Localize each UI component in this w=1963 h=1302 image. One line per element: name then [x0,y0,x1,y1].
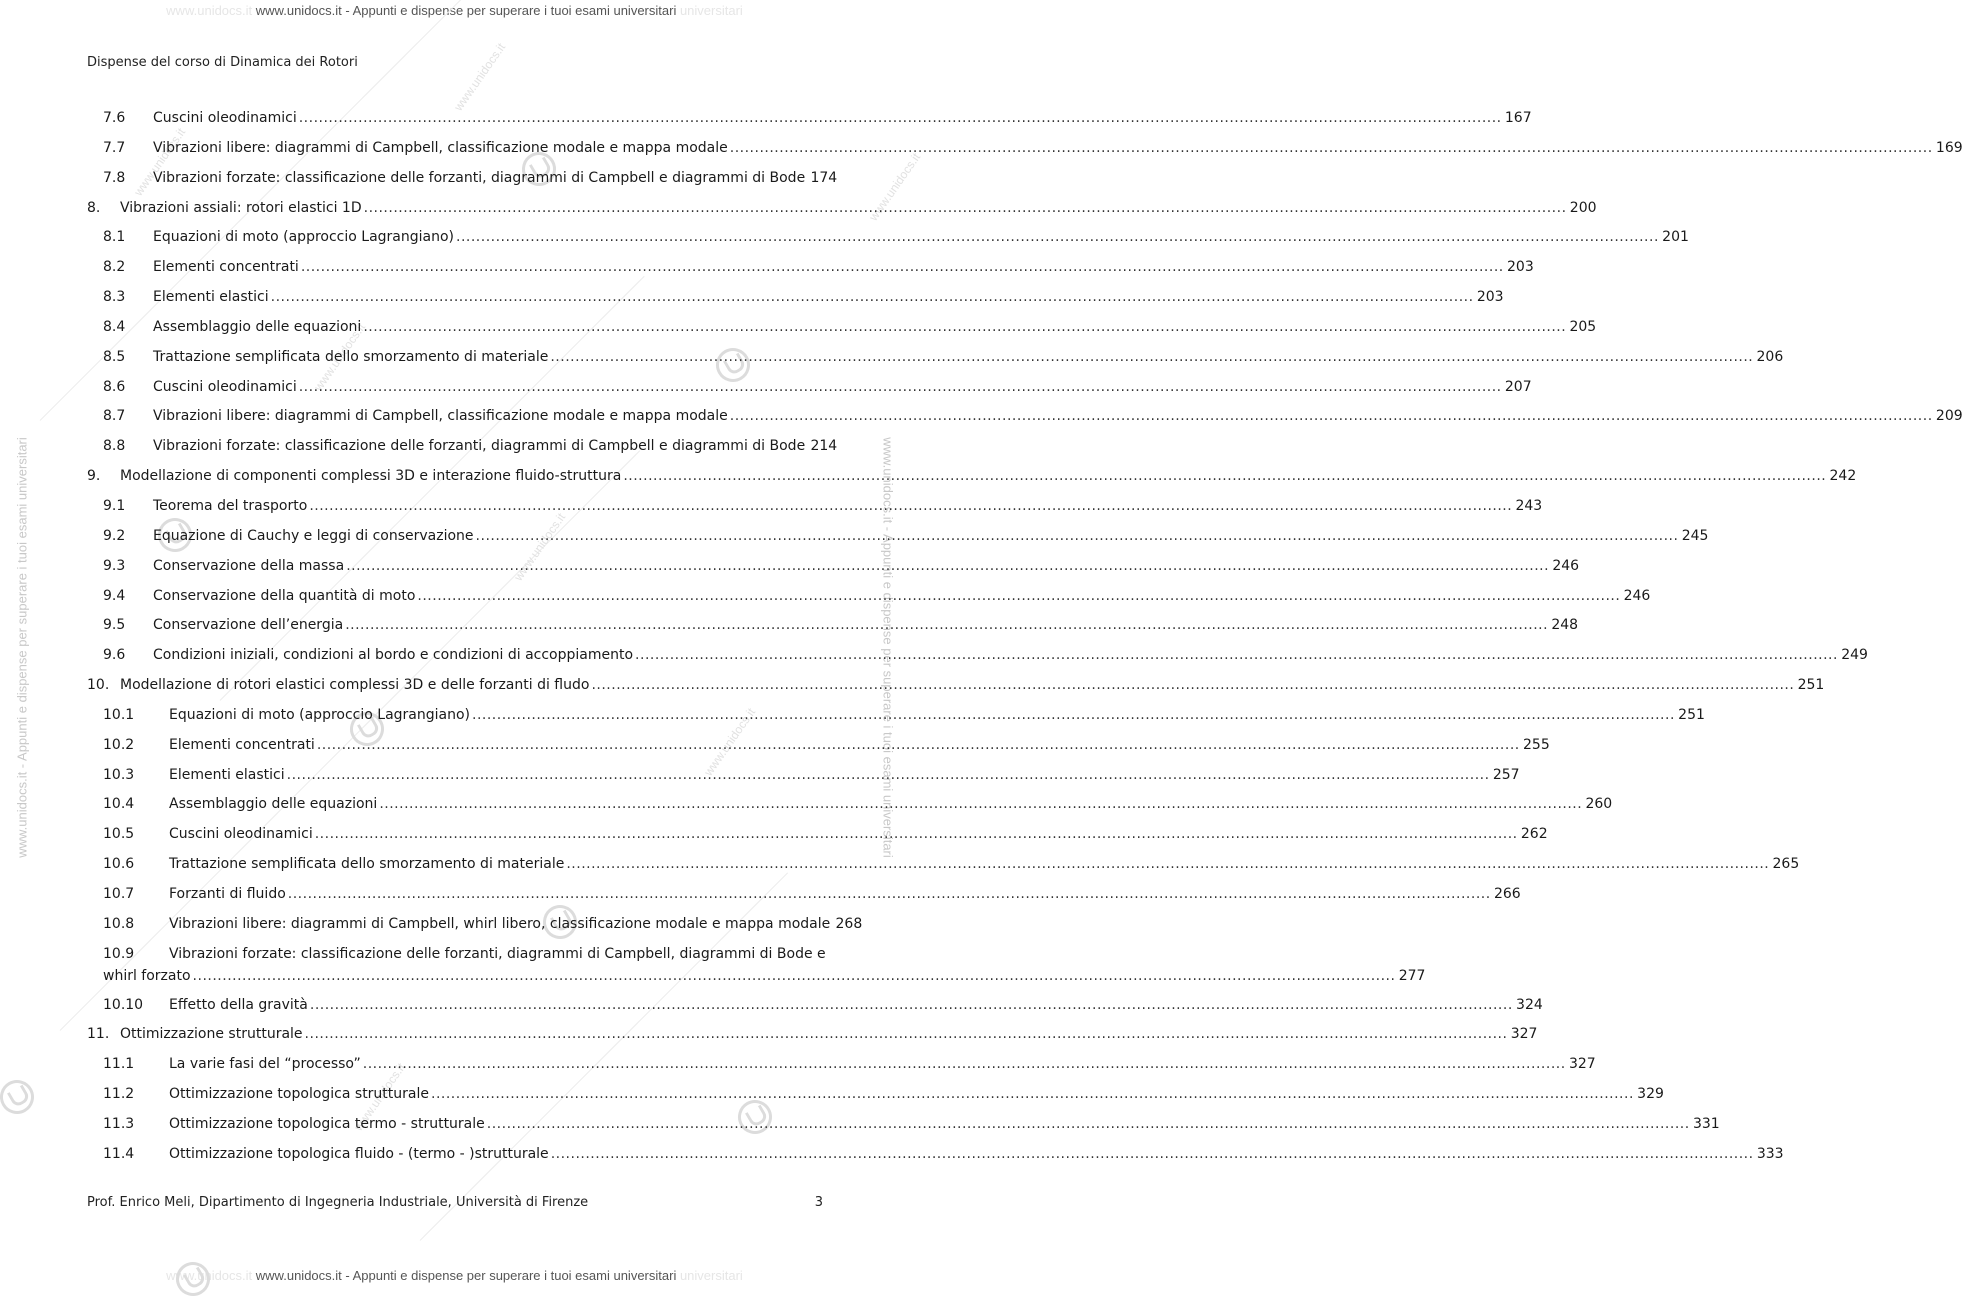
toc-entry-page: 200 [1569,199,1597,216]
toc-section-entry[interactable] [87,994,1543,1024]
watermark-logo-icon [170,1256,216,1302]
toc-entry-number: 9.2 [103,527,126,544]
toc-entry-page: 265 [1772,856,1800,873]
toc-entry-title: Elementi concentrati [153,259,299,276]
watermark-logo-icon [0,1074,40,1120]
toc-leader-dots [305,1023,1508,1045]
toc-leader-dots [364,197,1567,219]
toc-entry-title: La varie fasi del “processo” [169,1056,361,1073]
toc-section-entry[interactable] [87,793,1613,823]
toc-entry-number: 8.5 [103,348,126,365]
toc-entry-title: Modellazione di componenti complessi 3D e interazione fluido-struttura [120,468,622,485]
watermark-diagonal: www.unidocs.it [351,1060,409,1134]
footer-author: Prof. Enrico Meli, Dipartimento di Ingegneria Industriale, Università di Firenze [87,1195,589,1210]
toc-leader-dots [730,137,1933,159]
toc-section-entry[interactable] [87,137,1963,167]
toc-entry-number: 10.7 [103,885,135,902]
toc-entry-page: 257 [1492,766,1520,783]
toc-entry-title: Teorema del trasporto [153,497,308,514]
toc-section-entry[interactable] [87,853,1800,883]
toc-entry-number: 11.4 [103,1145,135,1162]
toc-entry-title-continued: whirl forzato [103,967,191,984]
toc-leader-dots [635,644,1838,666]
toc-leader-dots [315,823,1518,845]
toc-section-entry[interactable] [87,913,863,943]
toc-entry-number: 8.1 [103,229,126,246]
watermark-diagonal: www.unidocs.it [511,510,569,584]
toc-entry-number: 10.2 [103,736,135,753]
toc-leader-dots [730,405,1933,427]
toc-entry-number: 9.3 [103,557,126,574]
toc-entry-page: 206 [1756,348,1784,365]
toc-section-entry[interactable] [87,256,1534,286]
toc-entry-page: 205 [1569,318,1597,335]
toc-entry-number: 11. [87,1026,110,1043]
toc-section-entry[interactable] [87,435,838,465]
toc-entry-number: 7.7 [103,139,126,156]
toc-entry-title: Conservazione dell’energia [153,617,344,634]
toc-leader-dots [193,965,1396,987]
toc-section-entry[interactable] [87,585,1651,615]
toc-entry-page: 214 [810,438,838,455]
toc-leader-dots [566,853,1769,875]
toc-entry-page: 266 [1493,885,1521,902]
toc-entry-page: 260 [1585,796,1613,813]
toc-leader-dots [379,793,1582,815]
toc-section-entry[interactable] [87,1113,1720,1143]
toc-entry-page: 331 [1692,1116,1720,1132]
watermark-diagonal: www.unidocs.it [131,125,189,199]
toc-entry-title: Vibrazioni libere: diagrammi di Campbell, whirl libero, classificazione modale e mappa modale [169,915,831,932]
toc-entry-title: Elementi elastici [153,289,269,306]
watermark-side-left: www.unidocs.it - Appunti e dispense per superare i tuoi esami universitari [14,437,30,858]
toc-entry-title: Assemblaggio delle equazioni [153,318,362,335]
toc-entry-number: 9.5 [103,617,126,634]
toc-leader-dots [301,256,1504,278]
toc-leader-dots [487,1113,1690,1135]
toc-chapter-entry[interactable] [87,465,1857,495]
watermark-diagonal: www.unidocs.it [311,320,369,394]
watermark-diagonal: www.unidocs.it [451,40,509,114]
toc-entry-number: 9. [87,468,101,485]
toc-entry-title: Cuscini oleodinamici [153,378,297,395]
toc-entry-title: Cuscini oleodinamici [169,826,313,843]
toc-section-entry[interactable] [87,943,1426,994]
watermark-diagonal: www.unidocs.it [866,150,924,224]
toc-entry-title: Ottimizzazione strutturale [120,1026,303,1043]
toc-entry-title: Elementi elastici [169,766,285,783]
toc-entry-page: 209 [1935,408,1963,425]
toc-leader-dots [346,555,1549,577]
toc-entry-title: Vibrazioni forzate: classificazione delle forzanti, diagrammi di Campbell e diagrammi di Bode [153,438,806,455]
toc-entry-number: 11.1 [103,1056,135,1073]
toc-entry-title: Conservazione della massa [153,557,345,574]
toc-section-entry[interactable] [87,555,1580,585]
toc-entry-page: 242 [1829,468,1857,485]
toc-entry-page: 245 [1681,527,1709,544]
toc-entry-page: 268 [835,915,863,932]
toc-section-entry[interactable] [87,883,1521,913]
toc-section-entry[interactable] [87,525,1709,555]
toc-leader-dots [287,764,1490,786]
toc-leader-dots [299,376,1502,398]
toc-leader-dots [363,316,1566,338]
toc-leader-dots [472,704,1675,726]
toc-chapter-entry[interactable] [87,674,1825,704]
toc-leader-dots [551,1143,1754,1165]
toc-entry-page: 207 [1504,378,1532,395]
toc-entry-page: 277 [1398,967,1426,984]
toc-leader-dots [431,1083,1634,1105]
toc-section-entry[interactable] [87,376,1532,406]
toc-entry-number: 8.6 [103,378,126,395]
toc-leader-dots [309,495,1512,517]
toc-entry-title: Trattazione semplificata dello smorzamento di materiale [169,856,565,873]
toc-entry-page: 251 [1678,706,1705,723]
toc-leader-dots [550,346,1753,368]
toc-entry-number: 11.3 [103,1116,135,1132]
toc-entry-number: 10.10 [103,996,144,1013]
toc-entry-number: 9.1 [103,497,126,514]
toc-section-entry[interactable] [87,644,1868,674]
toc-leader-dots [591,674,1794,696]
toc-section-entry[interactable] [87,1143,1784,1173]
toc-leader-dots [363,1053,1566,1075]
watermark-ghost-left: www.unidocs.it [166,3,253,18]
toc-section-entry[interactable] [87,1083,1664,1113]
toc-entry-title: Vibrazioni assiali: rotori elastici 1D [120,199,362,216]
toc-entry-number: 7.6 [103,110,126,126]
toc-section-entry[interactable] [87,226,1689,256]
watermark-ghost-right: universitari [679,3,743,18]
toc-leader-dots [288,883,1491,905]
toc-entry-page: 248 [1551,617,1579,634]
toc-entry-title: Ottimizzazione topologica termo - strutturale [169,1116,485,1132]
toc-entry-page: 327 [1510,1026,1538,1043]
toc-entry-title: Effetto della gravità [169,996,308,1013]
toc-entry-title: Trattazione semplificata dello smorzamento di materiale [153,348,549,365]
toc-section-entry[interactable] [87,614,1579,644]
toc-entry-page: 329 [1637,1086,1664,1103]
toc-entry-number: 10.4 [103,796,135,813]
watermark-diagonal: www.unidocs.it [701,705,759,779]
toc-section-entry[interactable] [87,107,1532,137]
toc-leader-dots [317,734,1520,756]
toc-section-entry[interactable] [87,167,838,197]
toc-entry-number: 8. [87,199,101,216]
toc-section-entry[interactable] [87,764,1520,794]
toc-chapter-entry[interactable] [87,197,1597,227]
toc-section-entry[interactable] [87,734,1550,764]
toc-entry-number: 8.8 [103,438,126,455]
toc-entry-number: 10.6 [103,856,135,873]
toc-entry-number: 11.2 [103,1086,135,1103]
toc-entry-title: Vibrazioni libere: diagrammi di Campbell, classificazione modale e mappa modale [153,408,728,425]
toc-leader-dots [623,465,1826,487]
toc-entry-title: Vibrazioni libere: diagrammi di Campbell, classificazione modale e mappa modale [153,139,728,156]
toc-entry-number: 10.1 [103,706,135,723]
toc-entry-number: 7.8 [103,169,126,186]
toc-entry-page: 333 [1756,1145,1784,1162]
toc-leader-dots [456,226,1659,248]
watermark-banner-text: www.unidocs.it - Appunti e dispense per superare i tuoi esami universitari [255,1268,677,1283]
toc-entry-number: 10.9 [103,945,135,962]
toc-entry-number: 10.8 [103,915,135,932]
toc-entry-page: 169 [1935,139,1963,156]
toc-entry-title: Forzanti di fluido [169,885,286,902]
toc-entry-page: 255 [1523,736,1550,753]
watermark-ghost-right: universitari [679,1268,743,1283]
toc-entry-title: Cuscini oleodinamici [153,110,297,126]
page-number: 3 [814,1195,823,1210]
toc-entry-title: Ottimizzazione topologica strutturale [169,1086,429,1103]
toc-chapter-entry[interactable] [87,1023,1538,1053]
toc-entry-number: 9.6 [103,647,126,664]
toc-section-entry[interactable] [87,286,1504,316]
toc-entry-title: Condizioni iniziali, condizioni al bordo e condizioni di accoppiamento [153,647,634,664]
toc-entry-page: 203 [1476,289,1504,306]
toc-entry-number: 8.4 [103,318,126,335]
toc-leader-dots [417,585,1620,607]
toc-entry-page: 249 [1841,647,1868,664]
toc-entry-page: 174 [810,169,838,186]
toc-entry-page: 246 [1552,557,1580,574]
toc-entry-page: 201 [1662,229,1689,246]
toc-leader-dots [299,107,1502,129]
toc-section-entry[interactable] [87,495,1543,525]
running-header: Dispense del corso di Dinamica dei Rotori [87,55,358,70]
toc-section-entry[interactable] [87,316,1597,346]
toc-entry-number: 10.5 [103,826,135,843]
toc-entry-page: 203 [1507,259,1534,276]
watermark-side-right: www.unidocs.it - Appunti e dispense per superare i tuoi esami universitari [880,437,896,858]
toc-entry-title: Vibrazioni forzate: classificazione delle forzanti, diagrammi di Campbell, diagrammi di Bode e [169,945,826,962]
toc-entry-page: 327 [1568,1056,1596,1073]
toc-section-entry[interactable] [87,346,1784,376]
toc-entry-title: Equazioni di moto (approccio Lagrangiano) [169,706,470,723]
toc-entry-title: Conservazione della quantità di moto [153,587,416,604]
toc-entry-number: 10. [87,677,110,694]
toc-entry-page: 246 [1623,587,1651,604]
toc-entry-title: Vibrazioni forzate: classificazione delle forzanti, diagrammi di Campbell e diagrammi di Bode [153,169,806,186]
watermark-banner-text: www.unidocs.it - Appunti e dispense per superare i tuoi esami universitari [255,3,677,18]
toc-leader-dots [345,614,1548,636]
toc-entry-page: 262 [1520,826,1548,843]
toc-leader-dots [271,286,1474,308]
toc-entry-title: Ottimizzazione topologica fluido - (termo - )strutturale [169,1145,549,1162]
toc-entry-number: 10.3 [103,766,135,783]
toc-entry-title: Equazioni di moto (approccio Lagrangiano) [153,229,454,246]
toc-entry-number: 8.3 [103,289,126,306]
toc-entry-title: Equazione di Cauchy e leggi di conservazione [153,527,474,544]
toc-entry-page: 251 [1797,677,1825,694]
toc-section-entry[interactable] [87,704,1705,734]
toc-leader-dots [310,994,1513,1016]
toc-entry-number: 9.4 [103,587,126,604]
toc-entry-page: 243 [1515,497,1543,514]
watermark-banner-bottom [0,1268,909,1283]
toc-section-entry[interactable] [87,823,1548,853]
toc-entry-title: Modellazione di rotori elastici complessi 3D e delle forzanti di fludo [120,677,590,694]
toc-section-entry[interactable] [87,1053,1596,1083]
toc-entry-page: 167 [1504,110,1532,126]
toc-leader-dots [476,525,1679,547]
toc-entry-title: Elementi concentrati [169,736,315,753]
watermark-ghost-left: www.unidocs.it [166,1268,253,1283]
toc-entry-number: 8.2 [103,259,126,276]
toc-entry-number: 8.7 [103,408,126,425]
toc-entry-title: Assemblaggio delle equazioni [169,796,378,813]
toc-entry-page: 324 [1516,996,1543,1013]
toc-section-entry[interactable] [87,405,1963,435]
